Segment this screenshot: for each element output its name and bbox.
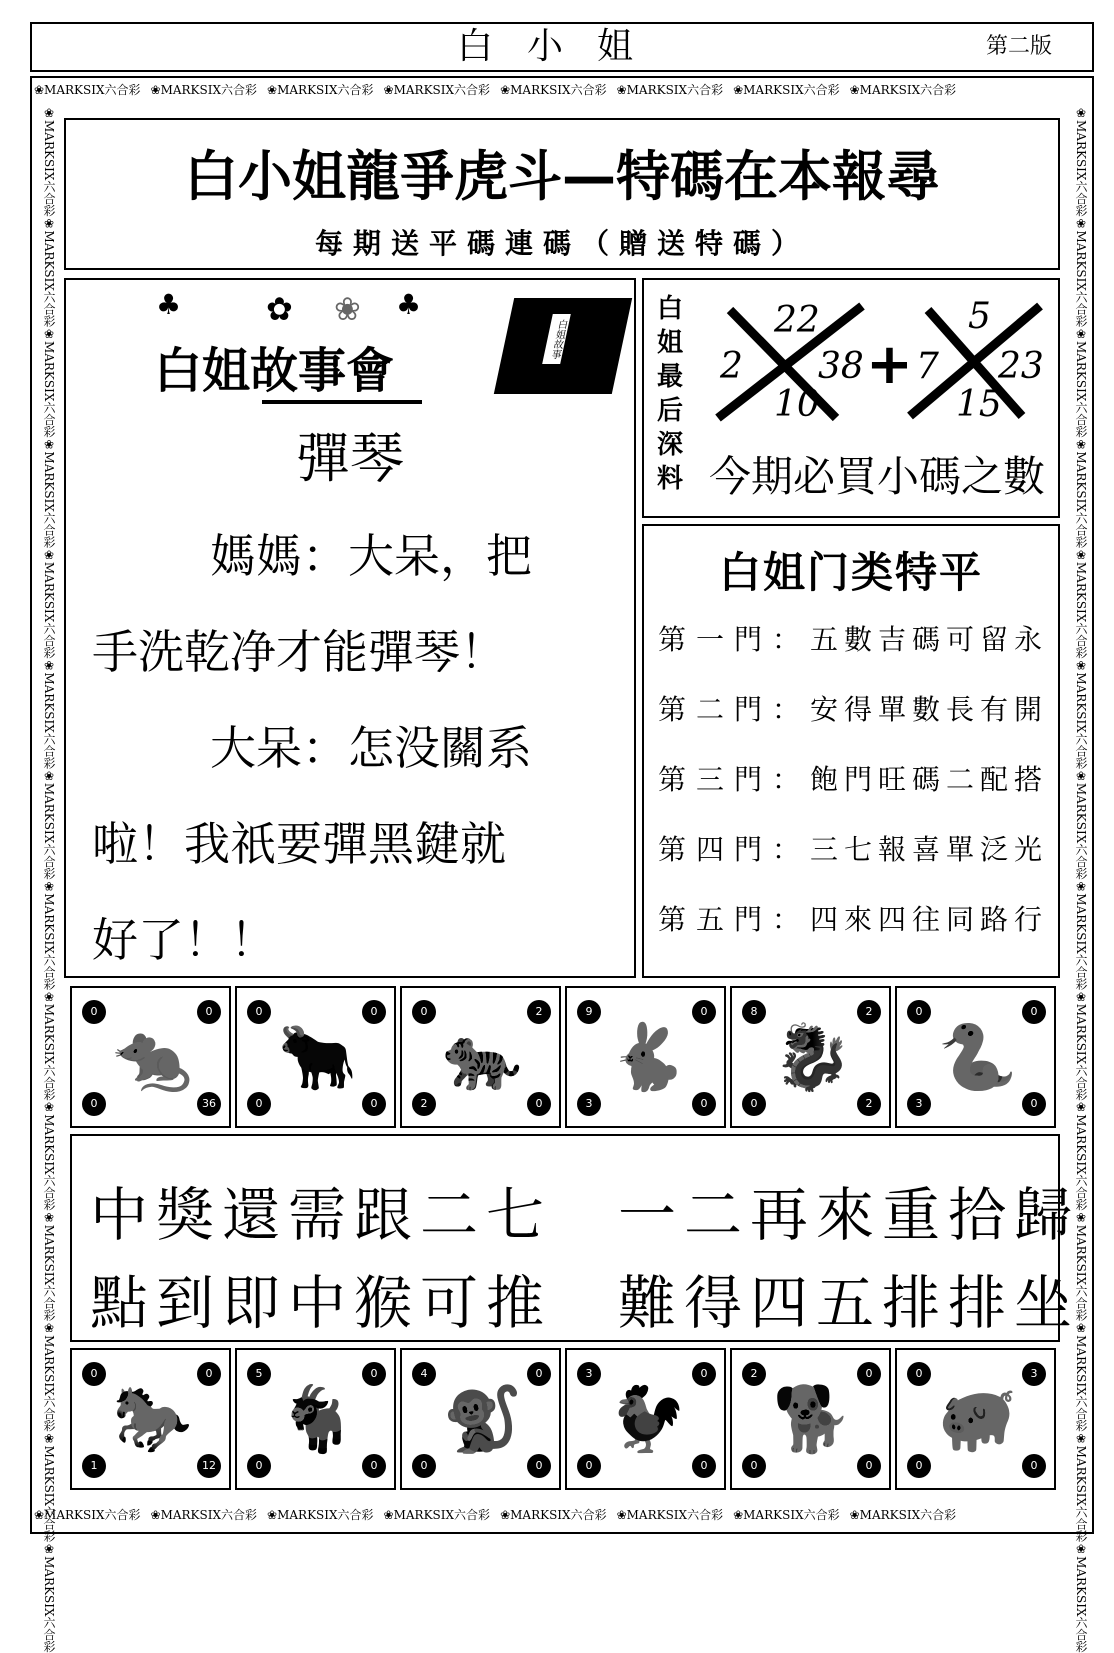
number-label: 7	[916, 346, 939, 387]
gate-label: 第一門：	[658, 623, 811, 656]
gate-label: 第四門：	[658, 833, 811, 866]
number-ball: 0	[247, 1092, 271, 1116]
number-ball: 0	[247, 1000, 271, 1024]
horse-icon: 🐎	[112, 1383, 193, 1457]
band-left	[36, 106, 58, 1653]
band-text: ❀MARKSIX六合彩	[1074, 989, 1088, 1101]
number-ball: 3	[577, 1092, 601, 1116]
dragon-icon: 🐉	[772, 1021, 853, 1095]
band-top	[34, 80, 1090, 102]
story-title: 彈琴	[296, 427, 404, 490]
band-text: ❀MARKSIX六合彩	[42, 768, 56, 880]
band-text: ❀MARKSIX六合彩	[1074, 658, 1088, 769]
number-label: 22	[774, 300, 820, 341]
number-ball: 0	[907, 1454, 931, 1478]
zodiac-row-bottom	[70, 1348, 1060, 1490]
band-text: ❀MARKSIX六合彩	[42, 106, 56, 217]
band-text: ❀MARKSIX六合彩	[42, 1100, 56, 1211]
ox-icon: 🐂	[277, 1021, 358, 1095]
heading-underline	[262, 400, 422, 404]
gate-text: 三七報喜單泛光	[810, 833, 1049, 866]
zodiac-cell	[70, 1348, 231, 1490]
band-text: ❀MARKSIX六合彩	[849, 83, 957, 97]
page-title: 白小姐	[456, 26, 667, 67]
band-text: ❀MARKSIX六合彩	[1074, 1100, 1088, 1211]
number-ball: 0	[82, 1000, 106, 1024]
gate-row	[658, 618, 1058, 688]
number-label: 15	[956, 384, 1002, 425]
band-text: ❀MARKSIX六合彩	[1074, 768, 1088, 880]
number-ball: 0	[197, 1000, 221, 1024]
edition-label: 第二版	[985, 34, 1052, 59]
monkey-icon: 🐒	[442, 1383, 523, 1457]
book-label: 白姐故事	[542, 314, 571, 364]
band-text: ❀MARKSIX六合彩	[1074, 326, 1088, 438]
dog-icon: 🐕	[772, 1383, 853, 1457]
band-text: ❀MARKSIX六合彩	[383, 83, 491, 97]
banner	[64, 118, 1060, 270]
gate-text: 五數吉碼可留永	[810, 623, 1049, 656]
number-ball: 0	[362, 1000, 386, 1024]
zodiac-cell	[730, 1348, 891, 1490]
banner-headline: 白小姐龍爭虎斗—特碼在本報尋	[184, 145, 940, 208]
number-ball: 0	[82, 1362, 106, 1386]
number-ball: 0	[527, 1454, 551, 1478]
band-text: ❀MARKSIX六合彩	[42, 216, 56, 327]
zodiac-cell	[400, 986, 561, 1128]
number-ball: 0	[907, 1000, 931, 1024]
number-ball: 2	[742, 1362, 766, 1386]
band-text: ❀MARKSIX六合彩	[1074, 547, 1088, 659]
number-label: 38	[818, 346, 864, 387]
band-text: ❀MARKSIX六合彩	[42, 437, 56, 548]
tiger-icon: 🐅	[442, 1021, 523, 1095]
number-ball: 3	[577, 1362, 601, 1386]
number-ball: 0	[692, 1000, 716, 1024]
band-bottom	[34, 1505, 1090, 1527]
book-icon	[494, 298, 632, 394]
number-ball: 3	[907, 1092, 931, 1116]
zodiac-cell	[70, 986, 231, 1128]
zodiac-cell	[730, 986, 891, 1128]
zodiac-row-top	[70, 986, 1060, 1128]
gate-row	[658, 688, 1058, 758]
band-text: ❀MARKSIX六合彩	[1074, 1321, 1088, 1432]
story-line: 好了！！	[92, 913, 276, 967]
band-text: ❀MARKSIX六合彩	[1074, 216, 1088, 327]
gates-box	[642, 524, 1060, 978]
number-ball: 0	[82, 1092, 106, 1116]
number-ball: 5	[247, 1362, 271, 1386]
number-ball: 0	[527, 1362, 551, 1386]
number-label: 10	[774, 384, 820, 425]
number-label: 5	[968, 296, 991, 337]
flower-icon: ✿	[266, 290, 293, 328]
number-ball: 4	[412, 1362, 436, 1386]
number-label: 23	[998, 346, 1044, 387]
number-ball: 0	[742, 1092, 766, 1116]
number-ball: 2	[857, 1000, 881, 1024]
gate-text: 四來四往同路行	[810, 903, 1049, 936]
number-ball: 0	[197, 1362, 221, 1386]
gate-text: 飽門旺碼二配搭	[810, 763, 1049, 796]
rooster-icon: 🐓	[607, 1383, 688, 1457]
gates-heading: 白姐门类特平	[718, 548, 983, 597]
band-text: ❀MARKSIX六合彩	[42, 1321, 56, 1432]
band-text: ❀MARKSIX六合彩	[1074, 879, 1088, 990]
poem-line: 點到即中猴可推 難得四五排排坐	[90, 1269, 1081, 1337]
number-ball: 0	[1022, 1092, 1046, 1116]
number-ball: 12	[197, 1454, 221, 1478]
snake-icon: 🐍	[937, 1021, 1018, 1095]
tips-caption: 今期必買小碼之數	[708, 452, 1045, 501]
number-ball: 0	[1022, 1454, 1046, 1478]
number-ball: 0	[692, 1092, 716, 1116]
story-text	[92, 508, 622, 988]
number-ball: 0	[692, 1454, 716, 1478]
zodiac-cell	[895, 986, 1056, 1128]
tulip-icon: ♣	[156, 288, 182, 321]
number-label: 2	[720, 346, 743, 387]
number-ball: 36	[197, 1092, 221, 1116]
zodiac-cell	[235, 986, 396, 1128]
number-ball: 0	[857, 1454, 881, 1478]
number-ball: 9	[577, 1000, 601, 1024]
number-ball: 2	[527, 1000, 551, 1024]
zodiac-cell	[565, 986, 726, 1128]
band-text: ❀MARKSIX六合彩	[500, 83, 607, 97]
number-ball: 0	[247, 1454, 271, 1478]
band-text: ❀MARKSIX六合彩	[34, 83, 141, 97]
pig-icon: 🐖	[937, 1383, 1018, 1457]
number-ball: 0	[577, 1454, 601, 1478]
number-ball: 0	[742, 1454, 766, 1478]
band-text: ❀MARKSIX六合彩	[500, 1508, 607, 1522]
band-text: ❀MARKSIX六合彩	[383, 1508, 491, 1522]
number-ball: 3	[1022, 1362, 1046, 1386]
band-text: ❀MARKSIX六合彩	[42, 547, 56, 659]
zodiac-cell	[565, 1348, 726, 1490]
number-ball: 0	[362, 1454, 386, 1478]
goat-icon: 🐐	[277, 1383, 358, 1457]
band-text: ❀MARKSIX六合彩	[42, 989, 56, 1101]
masthead	[30, 22, 1094, 72]
gate-row	[658, 828, 1058, 898]
story-line: 手洗乾净才能彈琴！	[92, 625, 506, 679]
gate-row	[658, 758, 1058, 828]
band-text: ❀MARKSIX六合彩	[42, 1210, 56, 1322]
band-text: ❀MARKSIX六合彩	[34, 1508, 141, 1522]
band-text: ❀MARKSIX六合彩	[733, 83, 840, 97]
number-ball: 0	[412, 1000, 436, 1024]
number-ball: 0	[907, 1362, 931, 1386]
number-ball: 0	[362, 1092, 386, 1116]
tulip-icon: ♣	[396, 288, 422, 321]
number-ball: 0	[362, 1362, 386, 1386]
band-text: ❀MARKSIX六合彩	[150, 1508, 258, 1522]
number-ball: 0	[527, 1092, 551, 1116]
number-ball: 2	[412, 1092, 436, 1116]
band-text: ❀MARKSIX六合彩	[849, 1508, 957, 1522]
plus-sign: +	[866, 332, 913, 397]
gate-label: 第二門：	[658, 693, 811, 726]
band-text: ❀MARKSIX六合彩	[1074, 1431, 1088, 1543]
zodiac-cell	[895, 1348, 1056, 1490]
story-heading: 白姐故事會	[154, 343, 395, 399]
story-line: 媽媽：大呆，把	[210, 529, 532, 583]
band-text: ❀MARKSIX六合彩	[733, 1508, 840, 1522]
gate-text: 安得單數長有開	[810, 693, 1049, 726]
band-text: ❀MARKSIX六合彩	[267, 1508, 374, 1522]
number-ball: 0	[857, 1362, 881, 1386]
story-line: 啦！我祇要彈黑鍵就	[92, 817, 506, 871]
number-ball: 2	[857, 1092, 881, 1116]
gates-list	[658, 618, 1058, 968]
band-text: ❀MARKSIX六合彩	[267, 83, 374, 97]
number-ball: 0	[692, 1362, 716, 1386]
band-text: ❀MARKSIX六合彩	[42, 1542, 56, 1653]
tips-box	[642, 278, 1060, 518]
band-text: ❀MARKSIX六合彩	[42, 1431, 56, 1543]
flower-icon: ❀	[334, 290, 361, 328]
zodiac-cell	[400, 1348, 561, 1490]
tips-side-label: 白姐最后深料	[656, 294, 683, 494]
number-ball: 0	[412, 1454, 436, 1478]
band-text: ❀MARKSIX六合彩	[1074, 106, 1088, 217]
story-line: 大呆：怎没關系	[210, 721, 532, 775]
gate-row	[658, 898, 1058, 968]
poem-line: 中獎還需跟二七 一二再來重拾歸	[90, 1181, 1081, 1249]
number-ball: 0	[1022, 1000, 1046, 1024]
band-text: ❀MARKSIX六合彩	[616, 1508, 724, 1522]
gate-label: 第三門：	[658, 763, 811, 796]
band-text: ❀MARKSIX六合彩	[150, 83, 258, 97]
band-text: ❀MARKSIX六合彩	[1074, 437, 1088, 548]
number-ball: 8	[742, 1000, 766, 1024]
band-text: ❀MARKSIX六合彩	[42, 658, 56, 769]
band-text: ❀MARKSIX六合彩	[1074, 1542, 1088, 1653]
rat-icon: 🐀	[112, 1021, 193, 1095]
band-text: ❀MARKSIX六合彩	[616, 83, 724, 97]
banner-subline: 每期送平碼連碼（贈送特碼）	[314, 227, 809, 260]
number-ball: 1	[82, 1454, 106, 1478]
band-text: ❀MARKSIX六合彩	[42, 879, 56, 990]
story-box	[64, 278, 636, 978]
zodiac-cell	[235, 1348, 396, 1490]
band-text: ❀MARKSIX六合彩	[1074, 1210, 1088, 1322]
gate-label: 第五門：	[658, 903, 811, 936]
rabbit-icon: 🐇	[607, 1021, 688, 1095]
band-text: ❀MARKSIX六合彩	[42, 326, 56, 438]
